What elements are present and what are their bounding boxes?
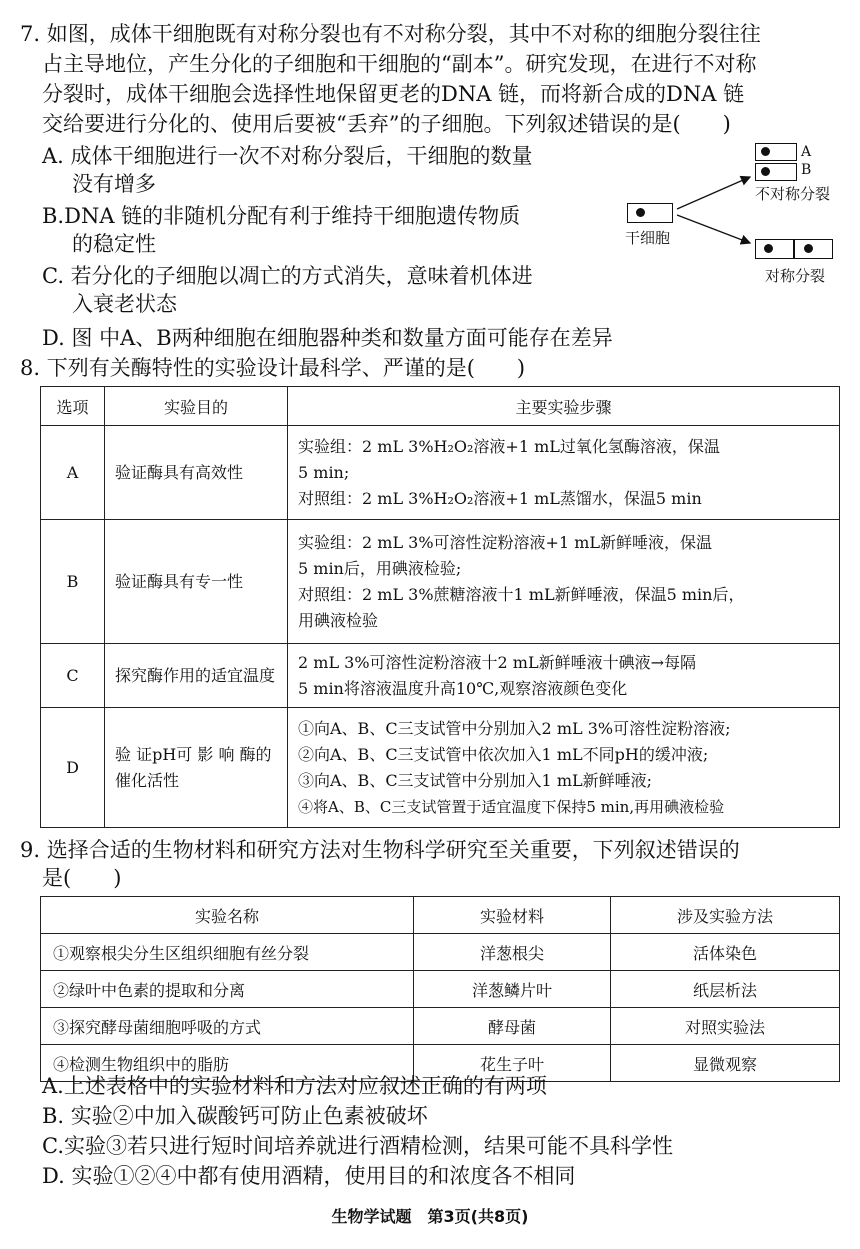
label-b: B: [801, 162, 812, 178]
q7-option-a: A. 成体干细胞进行一次不对称分裂后，干细胞的数量: [42, 144, 533, 168]
row-steps: [288, 426, 840, 520]
row-purpose: 验证酶具有专一性: [105, 520, 288, 644]
q7-option-b-cont: 的稳定性: [72, 232, 156, 256]
step-line: 实验组：2 mL 3%可溶性淀粉溶液+1 mL新鲜唾液，保温: [298, 532, 713, 552]
asymmetric-division-label: 不对称分裂: [755, 185, 831, 203]
q8-title: 8. 下列有关酶特性的实验设计最科学、严谨的是( ): [20, 356, 526, 380]
header-material: 实验材料: [414, 897, 611, 934]
table-row: [41, 426, 840, 520]
cell-b: [755, 163, 797, 181]
header-experiment: 实验名称: [41, 897, 414, 934]
table-row: [41, 934, 840, 971]
step-line: ②向A、B、C三支试管中依次加入1 mL不同pH的缓冲液;: [298, 744, 709, 764]
table-row: [41, 644, 840, 708]
header-purpose: 实验目的: [105, 387, 288, 426]
step-line: 2 mL 3%可溶性淀粉溶液十2 mL新鲜唾液十碘液→每隔: [298, 652, 697, 672]
row-option: A: [41, 426, 105, 520]
header-option: 选项: [41, 387, 105, 426]
row-option: C: [41, 644, 105, 708]
nucleus-icon: [764, 244, 773, 253]
q7-line-3: 分裂时，成体干细胞会选择性地保留更老的DNA 链，而将新合成的DNA 链: [42, 82, 745, 106]
q7-option-a-cont: 没有增多: [72, 172, 156, 196]
cell-material: 洋葱根尖: [414, 934, 611, 971]
row-steps: [288, 644, 840, 708]
nucleus-icon: [636, 208, 645, 217]
symmetric-division-label: 对称分裂: [765, 267, 826, 285]
nucleus-icon: [761, 147, 770, 156]
row-steps: [288, 708, 840, 828]
step-line: 用碘液检验: [298, 610, 379, 630]
cell-experiment: ④检测生物组织中的脂肪: [41, 1045, 414, 1082]
page-footer: 生物学试题 第3页(共8页): [331, 1207, 529, 1226]
cell-experiment: ③探究酵母菌细胞呼吸的方式: [41, 1008, 414, 1045]
q9-option-d: D. 实验①②④中都有使用酒精，使用目的和浓度各不相同: [42, 1164, 576, 1188]
cell-experiment: ②绿叶中色素的提取和分离: [41, 971, 414, 1008]
q7-option-d: D. 图 中A、B两种细胞在细胞器种类和数量方面可能存在差异: [42, 326, 613, 350]
q7-line-1: 7. 如图，成体干细胞既有对称分裂也有不对称分裂，其中不对称的细胞分裂往往: [20, 22, 761, 46]
q7-option-c-cont: 入衰老状态: [72, 292, 177, 316]
symmetric-cell-pair: [755, 239, 833, 259]
step-line: ③向A、B、C三支试管中分别加入1 mL新鲜唾液;: [298, 770, 653, 790]
step-line: 5 min后，用碘液检验;: [298, 558, 462, 578]
cell-material: 酵母菌: [414, 1008, 611, 1045]
cell-division-figure: [615, 135, 850, 295]
q9-option-a: A.上述表格中的实验材料和方法对应叙述正确的有两项: [42, 1074, 547, 1098]
step-line: 5 min将溶液温度升高10℃,观察溶液颜色变化: [298, 678, 628, 698]
label-a: A: [801, 144, 812, 160]
table-row: [41, 708, 840, 828]
header-method: 涉及实验方法: [611, 897, 840, 934]
q8-table: [40, 386, 840, 828]
q9-title-line-2: 是( ): [42, 866, 122, 890]
row-option: D: [41, 708, 105, 828]
step-line: 对照组：2 mL 3%蔗糖溶液十1 mL新鲜唾液，保温5 min后，: [298, 584, 745, 604]
cell-material: 洋葱鳞片叶: [414, 971, 611, 1008]
table-row: [41, 520, 840, 644]
cell-experiment: ①观察根尖分生区组织细胞有丝分裂: [41, 934, 414, 971]
step-line: ①向A、B、C三支试管中分别加入2 mL 3%可溶性淀粉溶液;: [298, 718, 731, 738]
q9-option-b: B. 实验②中加入碳酸钙可防止色素被破坏: [42, 1104, 428, 1128]
step-line: 实验组：2 mL 3%H₂O₂溶液+1 mL过氧化氢酶溶液，保温: [298, 436, 720, 456]
step-line: 对照组：2 mL 3%H₂O₂溶液+1 mL蒸馏水，保温5 min: [298, 488, 702, 508]
stem-cell-label: 干细胞: [625, 229, 671, 247]
row-purpose: 验证酶具有高效性: [105, 426, 288, 520]
table-row: [41, 1008, 840, 1045]
step-line: ④将A、B、C三支试管置于适宜温度下保持5 min,再用碘液检验: [298, 797, 725, 816]
q7-line-4: 交给要进行分化的、使用后要被“丢弃”的子细胞。下列叙述错误的是( ): [42, 112, 731, 136]
table-row: [41, 971, 840, 1008]
stem-cell: [627, 203, 673, 223]
row-option: B: [41, 520, 105, 644]
divider: [793, 240, 795, 258]
row-steps: [288, 520, 840, 644]
q9-title-line-1: 9. 选择合适的生物材料和研究方法对生物科学研究至关重要，下列叙述错误的: [20, 838, 740, 862]
q7-option-b: B.DNA 链的非随机分配有利于维持干细胞遗传物质: [42, 204, 521, 228]
q7-line-2: 占主导地位，产生分化的子细胞和干细胞的“副本”。研究发现，在进行不对称: [42, 52, 757, 76]
q7-option-c: C. 若分化的子细胞以凋亡的方式消失，意味着机体进: [42, 264, 533, 288]
header-steps: 主要实验步骤: [288, 387, 840, 426]
nucleus-icon: [761, 167, 770, 176]
step-line: 5 min;: [298, 462, 350, 482]
cell-method: 纸层析法: [611, 971, 840, 1008]
row-purpose: 验 证pH可 影 响 酶的催化活性: [105, 708, 288, 828]
cell-method: 活体染色: [611, 934, 840, 971]
nucleus-icon: [804, 244, 813, 253]
cell-method: 对照实验法: [611, 1008, 840, 1045]
q9-option-c: C.实验③若只进行短时间培养就进行酒精检测，结果可能不具科学性: [42, 1134, 673, 1158]
q9-table: [40, 896, 840, 1082]
cell-a: [755, 143, 797, 161]
cell-method: 显微观察: [611, 1045, 840, 1082]
row-purpose: 探究酶作用的适宜温度: [105, 644, 288, 708]
cell-material: 花生子叶: [414, 1045, 611, 1082]
